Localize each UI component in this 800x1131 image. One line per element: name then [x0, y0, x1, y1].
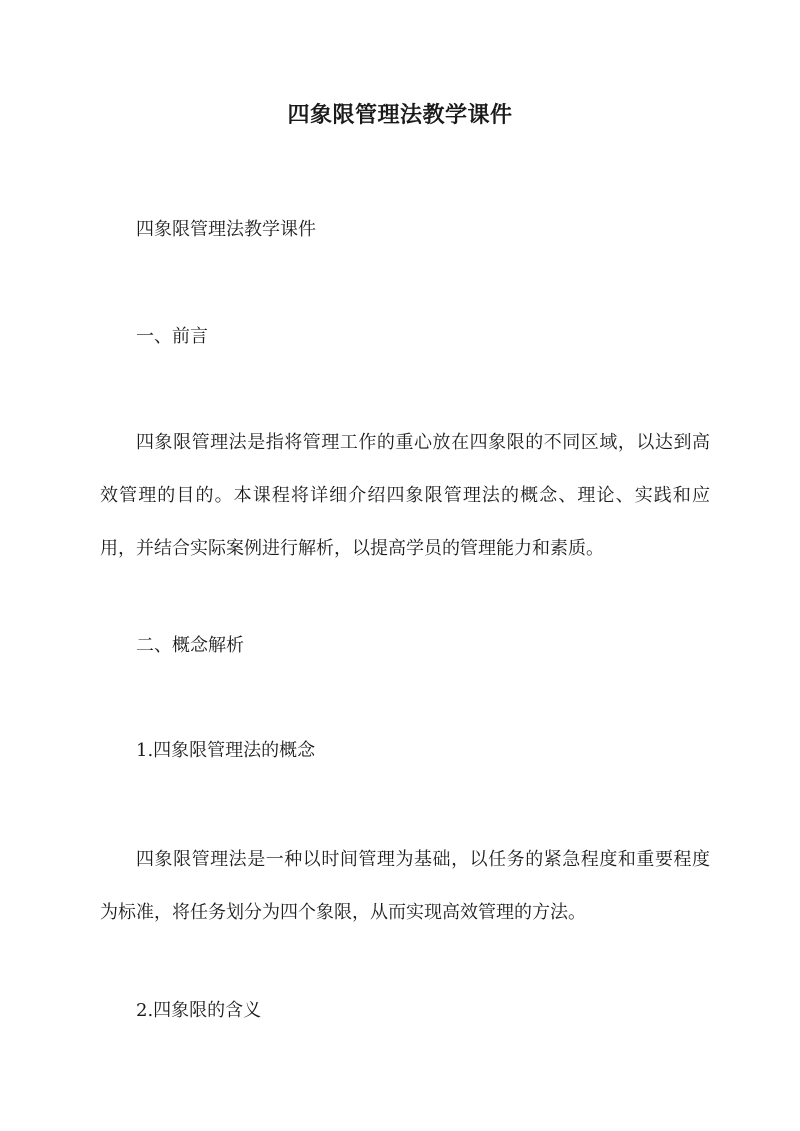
document-title: 四象限管理法教学课件	[287, 102, 513, 128]
subheading-quadrant-meaning: 2.四象限的含义	[136, 1000, 262, 1021]
paragraph-preface: 四象限管理法是指将管理工作的重心放在四象限的不同区域，以达到高效管理的目的。本课程将详细介绍四象限管理法的概念、理论、实践和应用，并结合实际案例进行解析，以提高学员的管理能力和素质。	[100, 432, 710, 559]
subheading-concept-definition: 1.四象限管理法的概念	[136, 740, 316, 761]
paragraph-concept-definition: 四象限管理法是一种以时间管理为基础，以任务的紧急程度和重要程度为标准，将任务划分为四个象限，从而实现高效管理的方法。	[100, 849, 710, 923]
document-subtitle: 四象限管理法教学课件	[136, 219, 316, 240]
section-heading-concept: 二、概念解析	[136, 635, 244, 656]
section-heading-preface: 一、前言	[136, 326, 208, 347]
